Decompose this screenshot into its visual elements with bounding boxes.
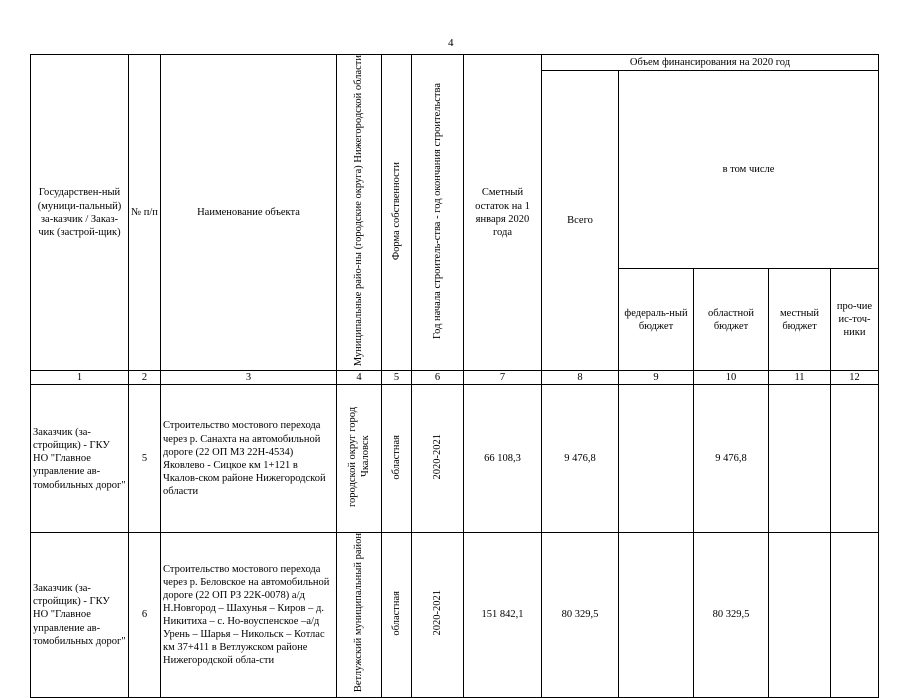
header-local: местный бюджет xyxy=(769,269,831,371)
district-text: Ветлужский муниципальный район xyxy=(353,533,365,693)
column-number: 9 xyxy=(619,371,694,385)
district-cell xyxy=(337,533,382,697)
header-ownership-text: Форма собственности xyxy=(390,161,402,260)
column-number: 5 xyxy=(382,371,412,385)
total-cell: 80 329,5 xyxy=(542,533,619,697)
local-cell xyxy=(769,385,831,533)
column-number: 8 xyxy=(542,371,619,385)
column-number: 3 xyxy=(161,371,337,385)
column-number: 11 xyxy=(769,371,831,385)
ownership-cell xyxy=(382,533,412,697)
row-number-cell: 6 xyxy=(129,533,161,697)
column-number: 7 xyxy=(464,371,542,385)
column-number: 6 xyxy=(412,371,464,385)
header-balance: Сметный остаток на 1 января 2020 года xyxy=(464,55,542,371)
header-district xyxy=(337,55,382,371)
page-number: 4 xyxy=(448,37,454,49)
local-cell xyxy=(769,533,831,697)
header-federal: федераль-ный бюджет xyxy=(619,269,694,371)
header-regional: областной бюджет xyxy=(694,269,769,371)
header-district-text: Муниципальные райо-ны (городские округа) Нижегородской области xyxy=(353,55,365,367)
header-years xyxy=(412,55,464,371)
federal-cell xyxy=(619,533,694,697)
regional-cell: 80 329,5 xyxy=(694,533,769,697)
header-financing: Объем финансирования на 2020 год xyxy=(542,55,879,71)
federal-cell xyxy=(619,385,694,533)
years-cell xyxy=(412,385,464,533)
header-row-1 xyxy=(31,55,879,71)
object-name-cell: Строительство мостового перехода через р. Беловское на автомобильной дороге (22 ОП РЗ 22К-0078) а/д Н.Новгород – Шахунья – Киров – д. Никитиха – с. Но-воуспенское –а/д Урень – Шарья – Никольск – Котлас км 37+411 в Ветлужском районе Нижегородской обла-сти xyxy=(161,533,337,697)
balance-cell: 151 842,1 xyxy=(464,533,542,697)
years-cell xyxy=(412,533,464,697)
customer-cell: Заказчик (за-стройщик) - ГКУ НО "Главное управление ав-томобильных дорог" xyxy=(31,385,129,533)
header-other: про-чие ис-точ-ники xyxy=(831,269,879,371)
header-years-text: Год начала строитель-ства - год окончания строительства xyxy=(431,82,443,339)
table-row xyxy=(31,533,879,697)
header-ownership xyxy=(382,55,412,371)
ownership-text: областная xyxy=(390,590,402,636)
regional-cell: 9 476,8 xyxy=(694,385,769,533)
column-number-row xyxy=(31,371,879,385)
column-number: 2 xyxy=(129,371,161,385)
other-cell xyxy=(831,385,879,533)
header-total: Всего xyxy=(542,71,619,371)
table-row xyxy=(31,385,879,533)
object-name-cell: Строительство мостового перехода через р. Санахта на автомобильной дороге (22 ОП МЗ 22Н-4534) Яковлево - Сицкое км 1+121 в Чкалов-ском районе Нижегородской области xyxy=(161,385,337,533)
years-text: 2020-2021 xyxy=(431,590,443,636)
column-number: 12 xyxy=(831,371,879,385)
other-cell xyxy=(831,533,879,697)
column-number: 10 xyxy=(694,371,769,385)
row-number-cell: 5 xyxy=(129,385,161,533)
header-including: в том числе xyxy=(619,71,879,269)
district-text: городской округ город Чкаловск xyxy=(346,406,371,507)
column-number: 4 xyxy=(337,371,382,385)
financing-table xyxy=(30,54,879,698)
district-cell xyxy=(337,385,382,533)
total-cell: 9 476,8 xyxy=(542,385,619,533)
ownership-cell xyxy=(382,385,412,533)
header-number: № п/п xyxy=(129,55,161,371)
customer-cell: Заказчик (за-стройщик) - ГКУ НО "Главное управление ав-томобильных дорог" xyxy=(31,533,129,697)
ownership-text: областная xyxy=(390,434,402,480)
header-customer: Государствен-ный (муници-пальный) за-казчик / Заказ-чик (застрой-щик) xyxy=(31,55,129,371)
header-object-name: Наименование объекта xyxy=(161,55,337,371)
column-number: 1 xyxy=(31,371,129,385)
years-text: 2020-2021 xyxy=(431,434,443,480)
balance-cell: 66 108,3 xyxy=(464,385,542,533)
